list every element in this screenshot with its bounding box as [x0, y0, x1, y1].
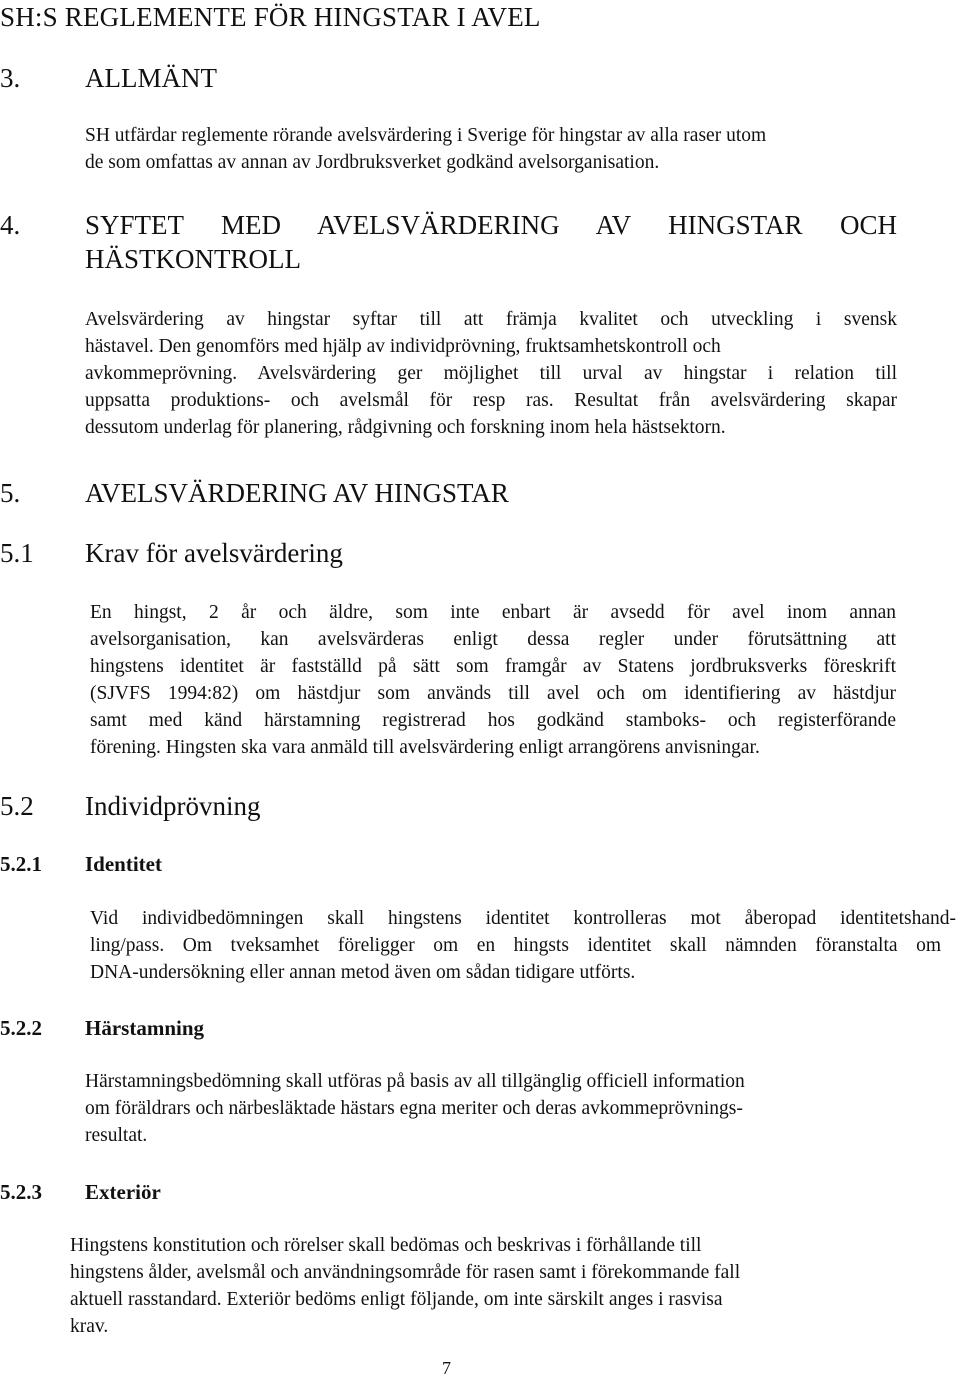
section-5-2-2-number: 5.2.2 — [0, 1016, 42, 1040]
section-3-number: 3. — [0, 63, 21, 93]
section-5-1-title: Krav för avelsvärdering — [85, 538, 343, 568]
section-5-2-3-line: krav. — [70, 1316, 109, 1337]
section-5-2-2-line: om föräldrars och närbesläktade hästars egna meriter och deras avkommeprövnings- — [85, 1098, 743, 1119]
section-3-line: SH utfärdar reglemente rörande avelsvärdering i Sverige för hingstar av alla raser utom — [85, 125, 767, 146]
section-5-2-1-title: Identitet — [85, 852, 162, 876]
section-5-2-3-title: Exteriör — [85, 1180, 161, 1204]
section-4-title-line: HÄSTKONTROLL — [85, 244, 301, 274]
section-4-line: Avelsvärdering av hingstar syftar till att främja kvalitet och utveckling i svensk — [85, 309, 897, 330]
section-5-2-3-line: aktuell rasstandard. Exteriör bedöms enligt följande, om inte särskilt anges i rasvisa — [70, 1289, 723, 1310]
section-5-1-line: En hingst, 2 år och äldre, som inte enbart är avsedd för avel inom annan — [90, 602, 896, 623]
section-5-2-number: 5.2 — [0, 791, 34, 821]
section-5-number: 5. — [0, 478, 21, 508]
section-4-title-line: SYFTET MED AVELSVÄRDERING AV HINGSTAR OCH — [85, 210, 897, 240]
section-5-1-body — [90, 599, 896, 761]
section-3-body — [85, 122, 897, 176]
section-5-2-1-number: 5.2.1 — [0, 852, 42, 876]
section-3-line: de som omfattas av annan av Jordbruksverket godkänd avelsorganisation. — [85, 152, 660, 173]
section-4-number: 4. — [0, 210, 21, 240]
section-5-1-line: hingstens identitet är fastställd på sätt som framgår av Statens jordbruksverks föreskrift — [90, 656, 896, 677]
section-4-line: avkommeprövning. Avelsvärdering ger möjlighet till urval av hingstar i relation till — [85, 363, 897, 384]
section-5-1-line: avelsorganisation, kan avelsvärderas enligt dessa regler under förutsättning att — [90, 629, 896, 650]
section-5-2-1-line: Vid individbedömningen skall hingstens identitet kontrolleras mot åberopad identitetshand- — [90, 908, 956, 929]
section-5-1-number: 5.1 — [0, 538, 34, 568]
section-4-body — [85, 306, 897, 441]
section-3-title: ALLMÄNT — [85, 63, 217, 93]
section-5-2-2-line: resultat. — [85, 1125, 148, 1146]
section-5-2-title: Individprövning — [85, 791, 261, 821]
section-5-2-3-line: Hingstens konstitution och rörelser skall bedömas och beskrivas i förhållande till — [70, 1235, 702, 1256]
document-title: SH:S REGLEMENTE FÖR HINGSTAR I AVEL — [0, 2, 541, 32]
section-4-title — [85, 210, 897, 275]
section-5-2-3-number: 5.2.3 — [0, 1180, 42, 1204]
section-5-2-3-line: hingstens ålder, avelsmål och användningsområde för rasen samt i förekommande fall — [70, 1262, 741, 1283]
section-5-2-1-line: DNA-undersökning eller annan metod även om sådan tidigare utförts. — [90, 962, 636, 983]
section-5-2-2-line: Härstamningsbedömning skall utföras på basis av all tillgänglig officiell information — [85, 1071, 745, 1092]
section-5-2-1-body — [90, 905, 956, 986]
section-4-line: uppsatta produktions- och avelsmål för resp ras. Resultat från avelsvärdering skapar — [85, 390, 897, 411]
section-5-1-line: förening. Hingsten ska vara anmäld till avelsvärdering enligt arrangörens anvisningar. — [90, 737, 760, 758]
section-5-2-3-body — [70, 1232, 900, 1340]
section-5-title: AVELSVÄRDERING AV HINGSTAR — [85, 478, 509, 508]
page-number: 7 — [442, 1358, 451, 1378]
section-4-line: hästavel. Den genomförs med hjälp av individprövning, fruktsamhetskontroll och — [85, 336, 721, 357]
section-5-2-2-title: Härstamning — [85, 1016, 205, 1040]
section-5-2-2-body — [85, 1068, 905, 1149]
section-5-1-line: samt med känd härstamning registrerad hos godkänd stamboks- och registerförande — [90, 710, 896, 731]
section-5-1-line: (SJVFS 1994:82) om hästdjur som används till avel och om identifiering av hästdjur — [90, 683, 896, 704]
section-4-line: dessutom underlag för planering, rådgivning och forskning inom hela hästsektorn. — [85, 417, 726, 438]
section-5-2-1-line: ling/pass. Om tveksamhet föreligger om en hingsts identitet skall nämnden föranstalta om — [90, 935, 941, 956]
